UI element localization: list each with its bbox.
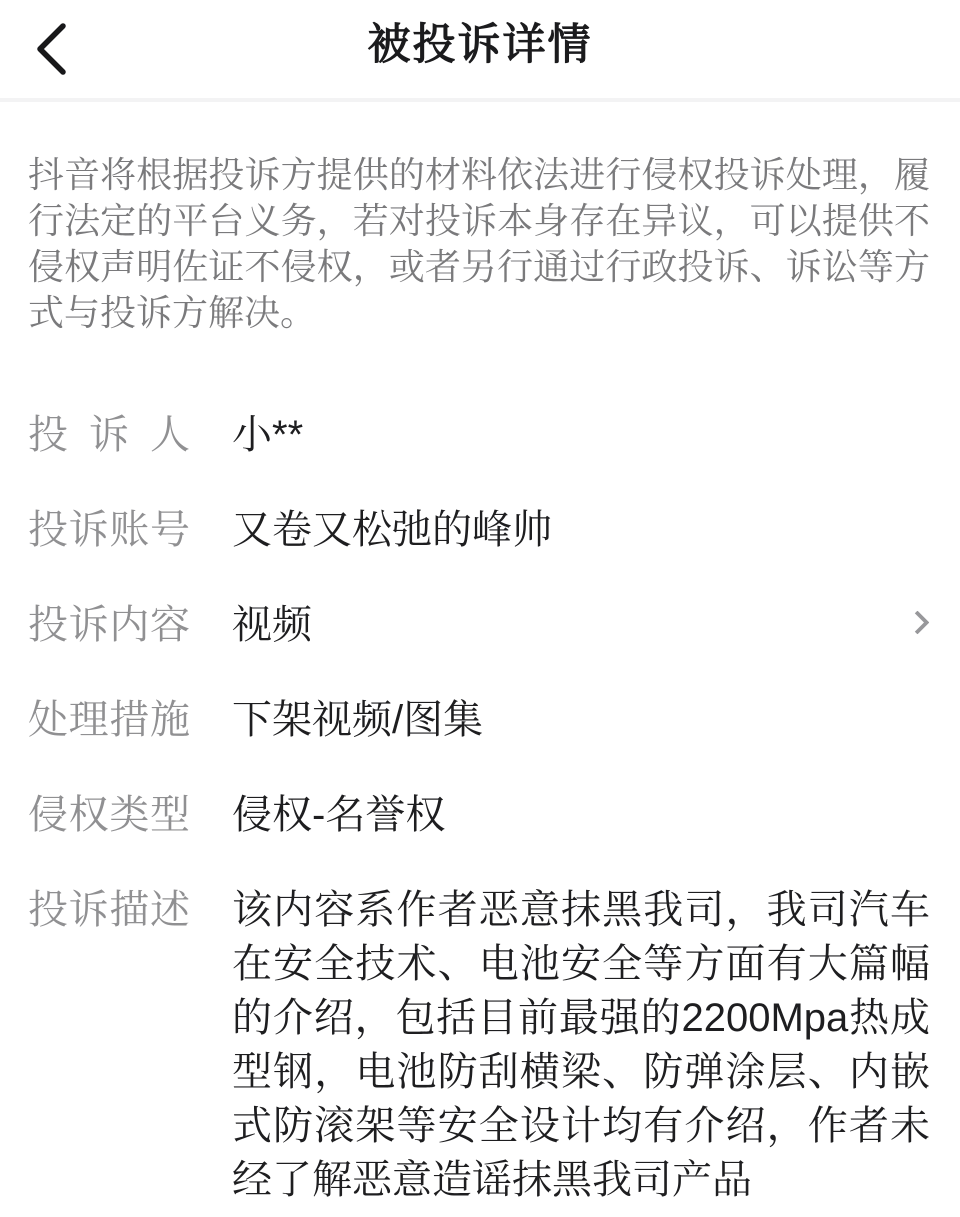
- page-title: 被投诉详情: [367, 20, 593, 69]
- content-area: [0, 102, 960, 1207]
- field-label: 投诉内容: [28, 603, 190, 647]
- field-label: 处理措施: [28, 698, 190, 742]
- field-value: 该内容系作者恶意抹黑我司，我司汽车在安全技术、电池安全等方面有大篇幅的介绍，包括目前最强的2200Mpa热成型钢，电池防刮横梁、防弹涂层、内嵌式防滚架等安全设计均有介绍，作者未经了解恶意造谣抹黑我司产品: [232, 888, 930, 1202]
- chevron-left-icon: [32, 21, 68, 77]
- field-label: 侵权类型: [28, 793, 190, 837]
- chevron-right-icon[interactable]: [905, 610, 929, 634]
- field-value: 下架视频/图集: [232, 698, 484, 742]
- field-label: 投诉账号: [28, 508, 190, 552]
- notice-text: 抖音将根据投诉方提供的材料依法进行侵权投诉处理，履行法定的平台义务，若对投诉本身存在异议，可以提供不侵权声明佐证不侵权，或者另行通过行政投诉、诉讼等方式与投诉方解决。: [28, 154, 930, 333]
- field-value: 侵权-名誉权: [232, 793, 446, 837]
- field-row-complained-account: [28, 503, 930, 557]
- nav-bar: [0, 0, 960, 102]
- field-row-complaint-content[interactable]: [28, 598, 930, 652]
- field-value: 小**: [232, 413, 304, 457]
- field-value: 视频: [232, 603, 312, 647]
- field-value: 又卷又松弛的峰帅: [232, 508, 552, 552]
- field-row-complainant: [28, 408, 930, 462]
- field-label: 投诉描述: [28, 888, 190, 932]
- field-row-infringement-type: [28, 788, 930, 842]
- back-button[interactable]: [18, 12, 82, 86]
- field-row-complaint-description: [28, 883, 930, 1207]
- field-row-handling-measure: [28, 693, 930, 747]
- field-label: 投诉人: [28, 413, 190, 457]
